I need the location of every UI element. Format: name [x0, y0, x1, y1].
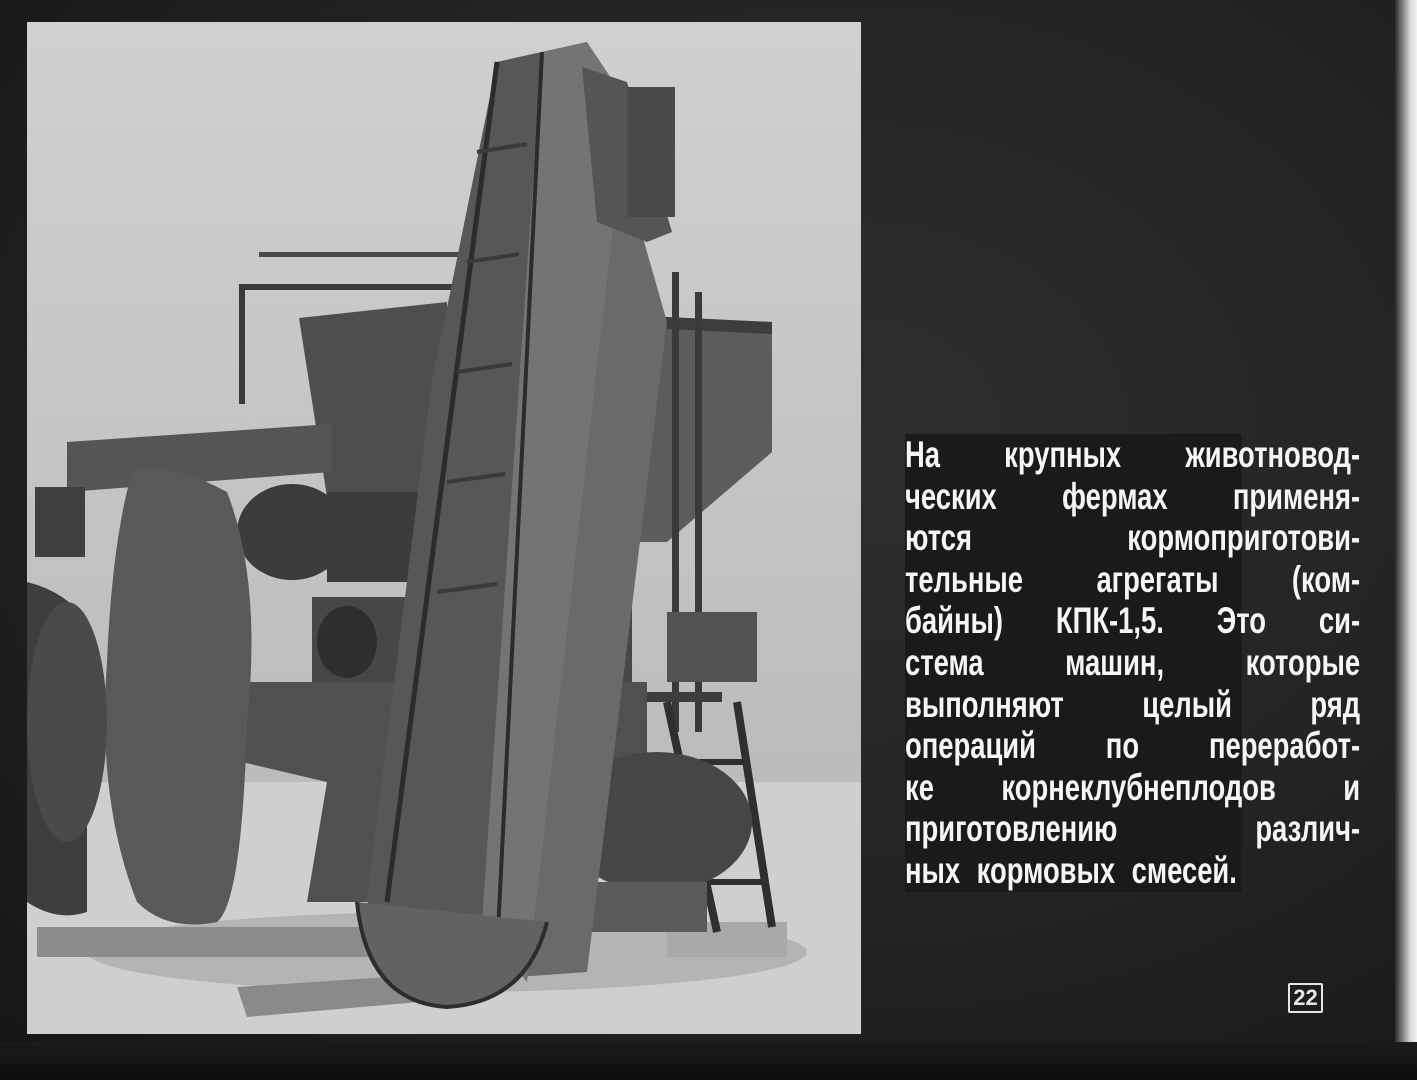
film-edge-right [1395, 0, 1417, 1080]
film-edge-bottom [0, 1042, 1417, 1080]
caption-line: выполняют целый ряд [905, 683, 1361, 725]
caption-line: операций по переработ- [905, 725, 1361, 767]
caption-line: ются кормоприготови- [905, 517, 1361, 559]
caption-line: ных кормовых смесей. [905, 849, 1237, 891]
caption-line: ческих фермах применя- [905, 475, 1361, 517]
page-number: 22 [1288, 983, 1323, 1013]
caption-line: приготовлению различ- [905, 808, 1361, 850]
caption-line: байны) КПК-1,5. Это си- [905, 600, 1361, 642]
caption-line: тельные агрегаты (ком- [905, 558, 1361, 600]
feed-preparation-unit-illustration [27, 22, 861, 1034]
caption-line: ке корнеклубнеплодов и [905, 766, 1361, 808]
machine-photograph [27, 22, 861, 1034]
caption-line: стема машин, которые [905, 641, 1361, 683]
caption-text [905, 434, 1361, 892]
caption-line: На крупных животновод- [905, 434, 1361, 475]
